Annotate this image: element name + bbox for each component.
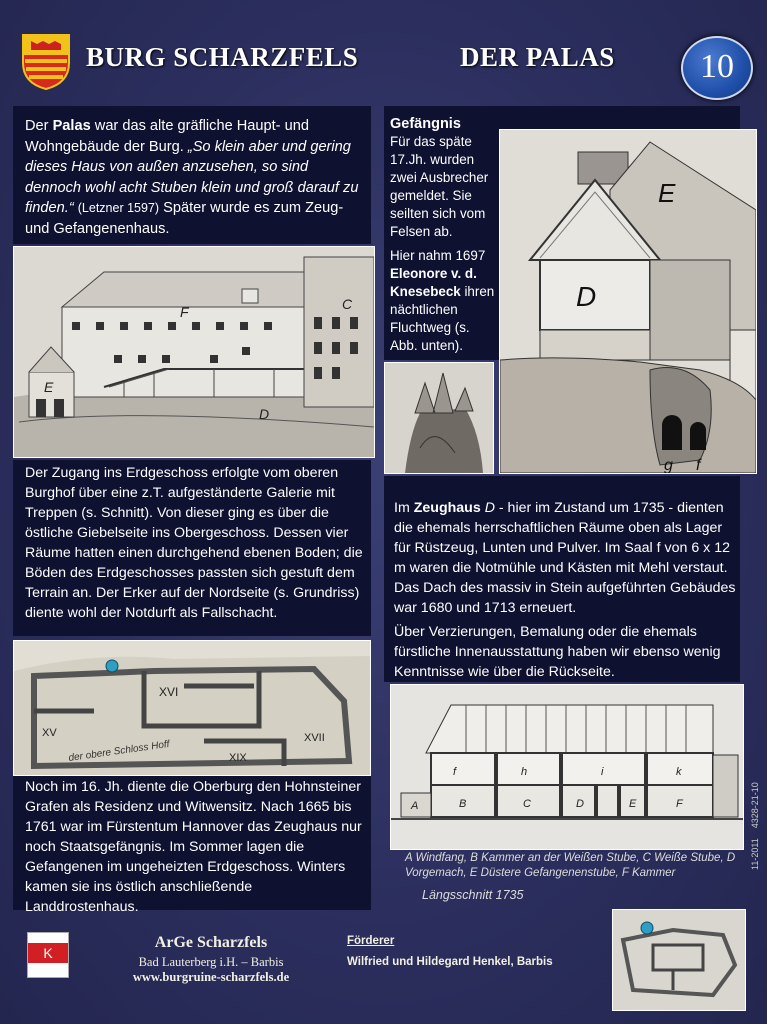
plan-label-xix: XIX (229, 752, 247, 764)
sec-label-k: k (676, 766, 682, 778)
palas-cross-section-drawing (499, 129, 757, 474)
label-e: E (44, 379, 54, 395)
footer-org: ArGe Scharzfels (154, 934, 268, 951)
prison-name: Eleonore v. d. Knesebeck (390, 266, 477, 299)
sec-label-ff: F (676, 798, 683, 810)
plan-label-xvi: XVI (159, 685, 179, 699)
section-title: Längsschnitt 1735 (422, 888, 524, 902)
sec-label-h: h (521, 766, 528, 778)
history-text: Noch im 16. Jh. diente die Oberburg den Hohnsteiner Grafen als Residenz und Witwensitz. Nach 1665 bis 1761 war im Fürstentum Hannover das Zeughaus nur noch Staatsgefängnis. Im Sommer lagen die Gefangenen im ungeheizten Erdgeschoss. Winters kamen sie ins östlich anschließende Landdrostenhaus. (25, 779, 362, 915)
longitudinal-section-drawing (390, 684, 744, 850)
decor-text: Über Verzierungen, Bemalung oder die ehemals fürstliche Innenausstattung haben wir ebenso wenig Kenntnisse wie über die Rückseite. (394, 624, 721, 680)
sec-label-b: B (459, 798, 467, 810)
big-label-d: D (576, 281, 597, 312)
sec-label-i: i (601, 766, 604, 778)
intro-text: Der Palas war das alte gräfliche Haupt- und Wohngebäude der Burg. „So klein aber und gering dieses Haus von außen anzusehen, so sind dennoch wohl acht Stuben klein und groß darauf zu finden.“ (Letzner 1597) Später wurde es zum Zeug- und Gefangenenhaus. (25, 118, 359, 237)
org-logo-icon (27, 932, 69, 978)
footer-place: Bad Lauterberg i.H. – Barbis (138, 955, 284, 969)
org-logo-letter: K (43, 945, 53, 961)
coat-of-arms-icon (21, 33, 71, 91)
sec-label-c: C (523, 798, 531, 810)
plan-label-xvii: XVII (304, 732, 325, 744)
section-legend: A Windfang, B Kammer an der Weißen Stube, C Weiße Stube, D Vorgemach, E Düstere Gefangenenstube, F Kammer (405, 852, 736, 879)
sec-label-f: f (453, 766, 457, 778)
castle-rock-sketch (384, 362, 494, 474)
prison-heading: Gefängnis (390, 116, 461, 132)
access-text: Der Zugang ins Erdgeschoss erfolgte vom oberen Burghof über eine z.T. aufgeständerte Galerie mit Treppen (s. Schnitt). Von dieser ging es über die östliche Giebelseite ins Obergeschoss. Dessen vier Räume hatten einen durchgehend ebenen Boden; die Böden des Erdgeschosses passten sich gestuft dem Terrain an. Der Erker auf der Nordseite (s. Grundriss) diente wohl der Notdurft als Fallschacht. (25, 465, 363, 621)
station-number: 10 (700, 48, 734, 85)
palas-elevation-drawing (13, 246, 375, 458)
intro-quote: „So klein aber und gering dieses Haus von außen anzusehen, so sind dennoch wohl acht Stuben klein und groß darauf zu finden.“ (25, 138, 359, 216)
sec-label-a: A (411, 800, 419, 812)
big-label-f: f (696, 457, 701, 473)
big-label-g: g (664, 457, 673, 473)
plan-label-script: der obere Schloss Hoff (67, 738, 171, 764)
site-map-thumbnail (612, 909, 746, 1011)
intro-palas-bold: Palas (52, 118, 91, 134)
label-f: F (180, 304, 189, 320)
label-c: C (342, 296, 353, 312)
big-label-e: E (658, 178, 676, 208)
armory-bold: Zeughaus (413, 500, 481, 516)
prison-text: Gefängnis Für das späte 17.Jh. wurden zwei Ausbrecher gemeldet. Sie seilten sich vom Felsen ab. Hier nahm 1697 Eleonore v. d. Knesebeck ihren nächtlichen Fluchtweg (s. Abb. unten). (390, 116, 495, 353)
floor-plan-drawing (13, 640, 371, 776)
sponsor-name: Wilfried und Hildegard Henkel, Barbis (347, 956, 553, 968)
header-right-title: DER PALAS (460, 42, 615, 72)
sponsor-label: Förderer (347, 935, 395, 947)
intro-cite: (Letzner 1597) (77, 201, 160, 215)
footer-url[interactable]: www.burgruine-scharzfels.de (132, 970, 290, 984)
sec-label-d: D (576, 798, 584, 810)
sec-label-e: E (629, 798, 637, 810)
side-note: 11-2011 4328-21-10 (750, 782, 760, 870)
header-left-title: BURG SCHARZFELS (86, 42, 359, 72)
armory-text: Im Zeughaus D - hier im Zustand um 1735 - dienten die ehemals herrschaftlichen Räume oben als Lager für Rüstzeug, Lunten und Pulver. Im Saal f von 6 x 12 m waren die Notmühle und Kästen mit Mehl verstaut. Das Dach des massiv in Stein aufgeführten Gebäudes war 1680 und 1713 erneuert. (394, 500, 736, 616)
station-number-badge (681, 36, 753, 100)
prison-text-1: Für das späte 17.Jh. wurden zwei Ausbrecher gemeldet. Sie seilten sich vom Felsen ab. (390, 134, 489, 239)
plan-label-xv: XV (42, 727, 57, 739)
label-d: D (259, 406, 270, 422)
